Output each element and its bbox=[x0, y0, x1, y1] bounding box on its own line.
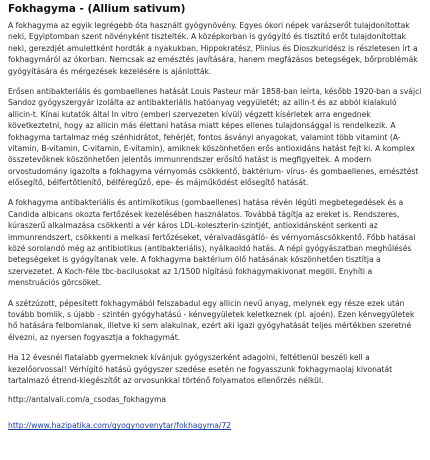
paragraph-warning: Ha 12 évesnél fiatalabb gyermeknek kívánjuk gyógyszerként adagolni, feltétlenül beszéli kell a kezelőorvossal! Vérhígító hatású gyógyszer szedése esetén ne fogyasszunk fokhagymaolaj kivonatát tartalmazó étrend-kiegészítőt az orvosunkkal történő folyamatos ellenőrzés nélkül. bbox=[8, 353, 393, 385]
paragraph-history: A fokhagyma az egyik legrégebb óta használt gyógynövény. Egyes ókori népek varázserőt tulajdonítottak neki, Egyiptomban szent növényként tisztelték. A középkorban is gyógyító és tisztító erőt tulajdonítottak neki, gerezdjét amulettként hordták a nyakukban. Hippokratész, Plinius és Dioszkuridész is részletesen írt a fokhagymáról az ókorban. Nemcsak az emésztés javítására, hanem megfázásos betegségek, bőrproblémák gyógyítására és mérgezések kezelésére is ajánlották. bbox=[8, 21, 418, 76]
source-text: http://antalvali.com/a_csodas_fokhagyma bbox=[8, 395, 167, 405]
article-title: Fokhagyma - (Allium sativum) bbox=[8, 3, 186, 15]
paragraph-allicin: A szétzúzott, pépesített fokhagymából felszabadul egy allicin nevű anyag, melynek egy része ezek után tovább bomlik, s újabb - szintén gyógyhatású - kénvegyületek keletkeznek (pl. ajoén). Ezen kénvegyületek hő hatására felbomlanak, illetve ki sem alakulnak, ezért aki igazi gyógyhatását teljes mértékben szeretné élvezni, az nyersen fogyasztja a fokhagymát. bbox=[8, 298, 415, 342]
source-link[interactable]: http://www.hazipatika.com/gyogynovenytar/fokhagyma/72 bbox=[8, 421, 232, 431]
paragraph-effects: A fokhagyma antibakteriális és antimikotikus (gombaellenes) hatása révén légúti megbetegedések és a Candida albicans okozta fertőzések kezelésében használatos. Továbbá tágítja az ereket is. Rendszeres, kúraszerű alkalmazása csökkenti a vér káros LDL-koleszterin-szintjét, antioxidánsként serkenti az immunrendszert, csökkenti a melkasi fertőzéseket, véralvadásgátló- és vérnyomáscsökkentő. Főbb hatásai közé sorolandó még az antibiotikus (antibakteriális), nyálkaoldó hatás. A népi gyógyászatban meghűlésés betegségeket is gyógyítanak vele. A fokhagyma baktérium ölő hatásának köszönhetően tisztítja a szervezetet. A Koch-féle tbc-bacilusokat az 1/1500 hígítású fokhagymakivonat megöli. Enyhíti a menstruációs görcsöket. bbox=[8, 198, 416, 288]
paragraph-research: Erősen antibakteriális és gombaellenes hatását Louis Pasteur már 1858-ban leírta, később 1920-ban a svájci Sandoz gyógyszergyár izolálta az antibakteriális hatóanyag vegyületét; az allin-t és az abból kialakuló allicin-t. Kínai kutatók által In vitro (emberi szervezeten kívül) végzett kísérletek arra engednek következtetni, hogy az allicin más élettani hatása miatt képes ellenes tulajdonsággal is rendelkezik. A fokhagyma tartalmaz még szénhidrátot, fehérjét, fontos ásványi anyagokat, valamint több vitamint (A-vitamin, B-vitamin, C-vitamin, E-vitamin), amiknek köszönhetően erős antioxidáns hatást fejt ki. A komplex összetevőknek köszönhetően jelentős immunrendszer erősítő hatást is megfigyeltek. A modern orvostudomány igazolta a fokhagyma vérnyomás csökkentő, baktérium- vírus- és gombaellenes, emésztést elősegítő, bélfertőtlenítő, bélféregűző, epe- és májműködést elősegítő hatását. bbox=[8, 86, 422, 188]
